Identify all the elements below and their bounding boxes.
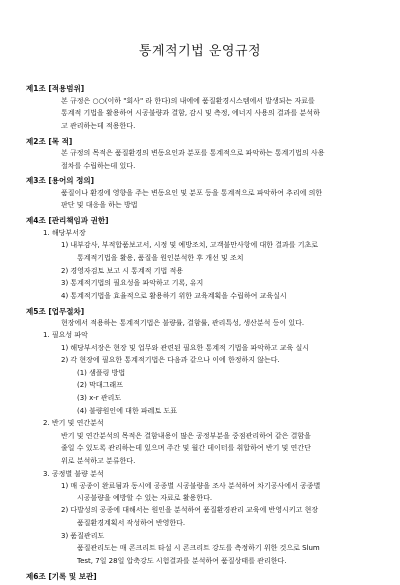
paragraph-line: 통계적기법을 활용, 품질을 원인분석한 후 개선 및 조치: [77, 254, 244, 262]
paragraph-line: 4) 통계적기법을 효율적으로 활용하기 위한 교육계획을 수립하여 교육실시: [61, 292, 287, 300]
article-heading: 제4조 [관리책임과 권한]: [26, 216, 109, 225]
paragraph-line: (2) 막대그래프: [77, 381, 123, 389]
paragraph-line: 1. 필요성 파악: [43, 331, 88, 339]
paragraph-line: 1) 해당부서장은 현장 및 업무와 관련된 필요한 통계적 기법을 파악하고 교육 실시: [61, 344, 310, 352]
article-heading: 제6조 [기록 및 보관]: [26, 572, 97, 581]
paragraph-line: 본 규정의 목적은 품질환경의 변동요인과 분포를 통계적으로 파악하는 통계기법의 사용: [61, 149, 325, 157]
paragraph-line: 판단 및 대응을 하는 방법: [61, 201, 138, 209]
paragraph-line: 품질이나 환경에 영향을 주는 변동요인 및 분포 등을 통계적으로 파악하여 추리에 의한: [61, 189, 323, 197]
paragraph-line: 위로 분석하고 분류한다.: [61, 457, 136, 465]
paragraph-line: 절차를 수립하는데 있다.: [61, 162, 136, 170]
article-heading: 제3조 [용어의 정의]: [26, 176, 95, 185]
paragraph-line: (1) 샘플링 방법: [77, 369, 126, 377]
paragraph-line: 품질환경계획서 작성하여 반영한다.: [77, 519, 186, 527]
article-heading: 제5조 [업무절차]: [26, 307, 85, 316]
paragraph-line: 3. 공정별 불량 분석: [43, 470, 104, 478]
paragraph-line: 3) 통계적기법의 필요성을 파악하고 기록, 유지: [61, 279, 204, 287]
paragraph-line: (4) 불량원인에 대한 파레토 도표: [77, 407, 177, 415]
article-heading: 제2조 [목 적]: [26, 137, 73, 146]
paragraph-line: 품질관리도는 매 콘크리트 타설 시 콘크리트 강도를 측정하기 위한 것으로 Slum: [77, 544, 320, 552]
paragraph-line: 1) 매 공종이 완료됨과 동시에 공종별 시공불량을 조사 분석하여 차기공사에서 공종별: [61, 482, 321, 490]
document-title: 통계적기법 운영규정: [138, 44, 262, 59]
paragraph-line: 1) 내부감사, 부적합품보고서, 시정 및 예방조치, 고객불만사항에 대한 결과를 기초로: [61, 241, 319, 249]
paragraph-line: 본 규정은 ○○(이하 "회사" 라 한다)의 내에에 품질환경시스템에서 발생되는 자료를: [61, 97, 315, 105]
paragraph-line: (3) x-r 관리도: [77, 394, 122, 402]
paragraph-line: 시공불량을 예방할 수 있는 자료로 활용한다.: [77, 494, 213, 502]
paragraph-line: 2. 반기 및 연간분석: [43, 419, 104, 427]
paragraph-line: 반기 및 연간분석의 목적은 결함내용이 많은 공정부분을 중점관리하여 같은 결함을: [61, 432, 311, 440]
paragraph-line: 2) 경영자검토 보고 시 통계적 기법 적용: [61, 267, 183, 275]
paragraph-line: 현장에서 적용하는 통계적기법은 불량률, 결함률, 관리특성, 생산분석 등이 있다.: [61, 319, 305, 327]
paragraph-line: 줄일 수 있도록 관리하는데 있으며 주간 및 월간 데이터를 취합하여 반기 및 연간단: [61, 444, 311, 452]
paragraph-line: 고 관리하는데 적용한다.: [61, 122, 136, 130]
article-heading: 제1조 [적용범위]: [26, 84, 85, 93]
paragraph-line: 2) 다발성의 공종에 대해서는 원인을 분석하여 품질환경관리 교육에 반영시키고 현장: [61, 506, 319, 514]
paragraph-line: 3) 품질관리도: [61, 532, 105, 540]
paragraph-line: Test, 7일 28일 압축강도 시험결과를 분석하여 품질상태를 관리한다.: [77, 557, 287, 565]
paragraph-line: 2) 각 현장에 필요한 통계적기법은 다음과 같으나 이에 한정하지 않는다.: [61, 356, 280, 364]
paragraph-line: 1. 해당부서장: [43, 229, 86, 237]
paragraph-line: 통계적 기법을 활용하여 시공불량과 결함, 감시 및 측정, 에너지 사용의 결과를 분석하: [61, 109, 320, 117]
